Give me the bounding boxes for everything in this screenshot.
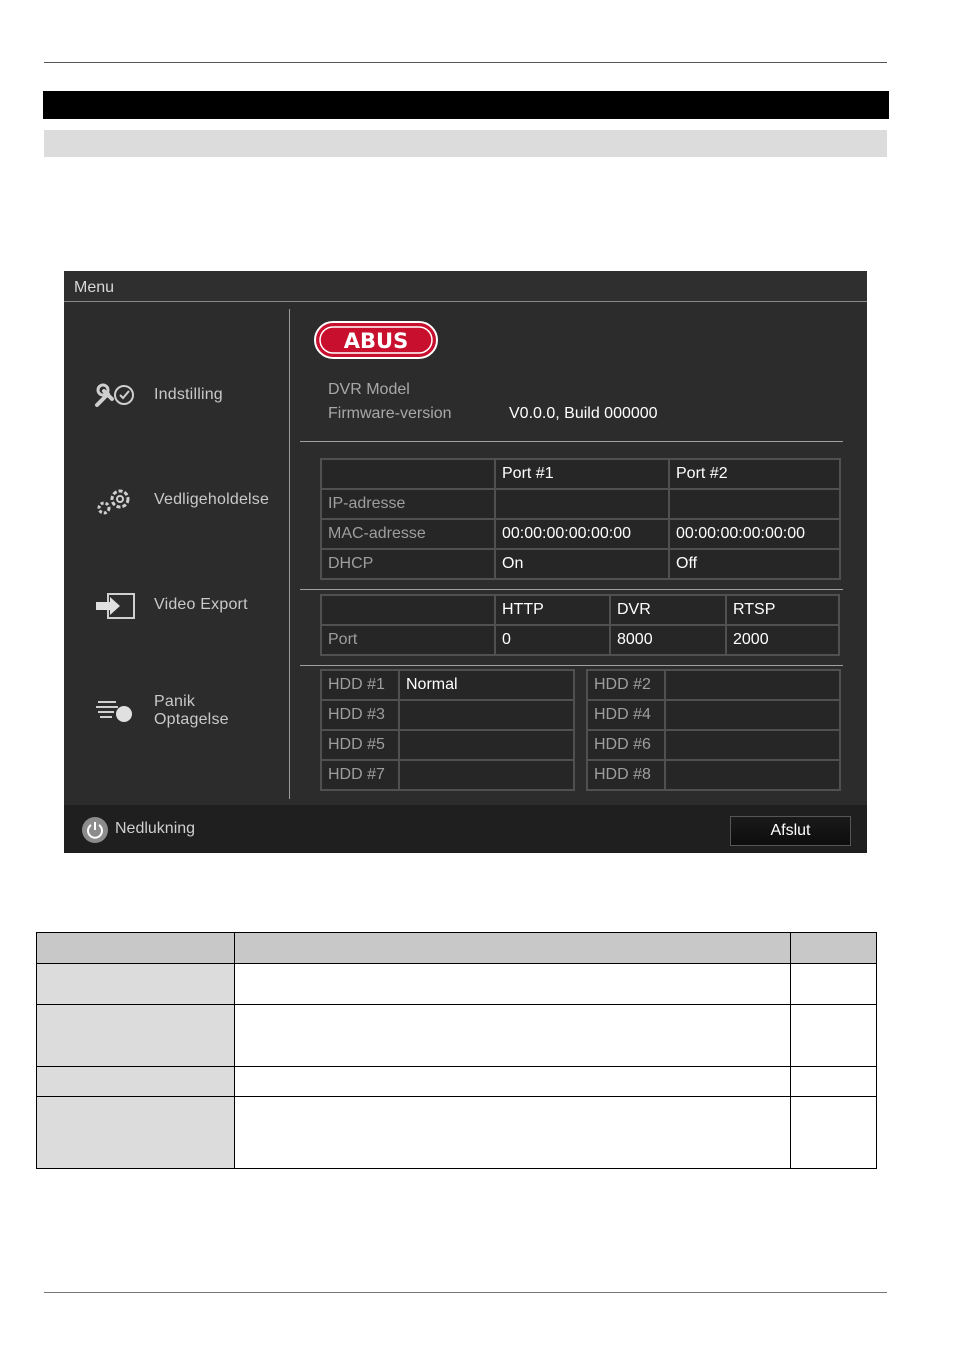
- abus-logo: [314, 321, 438, 359]
- table-row: [587, 760, 840, 790]
- top-rule: [44, 62, 887, 63]
- hdd-label: HDD #6: [587, 730, 665, 760]
- dhcp-port2-value: Off: [669, 549, 840, 579]
- sidebar-item-label-line1: Panik: [154, 693, 196, 710]
- table-row: [321, 549, 840, 579]
- table-row: [587, 700, 840, 730]
- panic-record-icon: [94, 696, 138, 726]
- dvr-menu-screen: [64, 271, 867, 853]
- sidebar-item-label-line2: Optagelse: [154, 711, 229, 728]
- mac-port1-value: 00:00:00:00:00:00: [495, 519, 669, 549]
- hdd-label: HDD #5: [321, 730, 399, 760]
- sidebar-item-vedligeholdelse[interactable]: [64, 476, 290, 526]
- table-header-row: [37, 933, 877, 964]
- sidebar-item-label: Vedligeholdelse: [154, 491, 270, 508]
- table-row: [321, 459, 840, 489]
- header-cell: DVR: [610, 595, 726, 625]
- header-cell: RTSP: [726, 595, 839, 625]
- subsection-header-bar: [44, 130, 887, 157]
- row-label: MAC-adresse: [321, 519, 495, 549]
- table-row: [587, 670, 840, 700]
- table-row: [37, 964, 877, 1005]
- header-cell: [321, 595, 495, 625]
- power-icon[interactable]: [82, 817, 108, 843]
- table-row: [321, 625, 839, 655]
- sidebar-item-label: Indstilling: [154, 386, 223, 403]
- sidebar: [64, 303, 290, 805]
- hdd-table-right: [586, 669, 841, 791]
- shutdown-button[interactable]: Nedlukning: [115, 820, 196, 837]
- hdd-status: Normal: [399, 670, 574, 700]
- sidebar-item-video-export[interactable]: [64, 581, 290, 631]
- header-cell: HTTP: [495, 595, 610, 625]
- gears-icon: [94, 486, 138, 516]
- hdd-status: [665, 760, 840, 790]
- row-label: IP-adresse: [321, 489, 495, 519]
- divider: [300, 665, 843, 666]
- table-row: [321, 730, 574, 760]
- window-title-bar: [64, 271, 867, 302]
- port-table: [320, 594, 840, 656]
- firmware-value: V0.0.0, Build 000000: [509, 405, 658, 422]
- table-row: [321, 700, 574, 730]
- ip-port2-field: [669, 489, 840, 519]
- hdd-status: [665, 700, 840, 730]
- table-row: [321, 519, 840, 549]
- sidebar-divider: [289, 309, 290, 799]
- sidebar-item-label: Video Export: [154, 596, 248, 613]
- ip-port1-field: [495, 489, 669, 519]
- row-label: DHCP: [321, 549, 495, 579]
- header-cell: Port #1: [495, 459, 669, 489]
- footer-bar: [64, 805, 867, 853]
- table-row: [321, 489, 840, 519]
- logo-text: ABUS: [343, 329, 409, 353]
- mac-port2-value: 00:00:00:00:00:00: [669, 519, 840, 549]
- hdd-label: HDD #1: [321, 670, 399, 700]
- hdd-status: [665, 670, 840, 700]
- window-title: Menu: [74, 279, 115, 296]
- hdd-status: [399, 760, 574, 790]
- hdd-status: [665, 730, 840, 760]
- header-cell: Port #2: [669, 459, 840, 489]
- sidebar-item-panik-optagelse[interactable]: [64, 686, 290, 736]
- firmware-label: Firmware-version: [328, 405, 452, 422]
- header-cell: [321, 459, 495, 489]
- table-row: [37, 1067, 877, 1097]
- row-label: Port: [321, 625, 495, 655]
- hdd-status: [399, 700, 574, 730]
- dvr-port-value: 8000: [610, 625, 726, 655]
- hdd-label: HDD #8: [587, 760, 665, 790]
- table-row: [321, 670, 574, 700]
- hdd-status: [399, 730, 574, 760]
- table-row: [321, 760, 574, 790]
- rtsp-port-value: 2000: [726, 625, 839, 655]
- table-row: [37, 1005, 877, 1067]
- sidebar-item-indstilling[interactable]: [64, 371, 290, 421]
- description-table: [36, 932, 877, 1169]
- exit-button[interactable]: Afslut: [730, 816, 851, 846]
- hdd-label: HDD #4: [587, 700, 665, 730]
- table-row: [321, 595, 839, 625]
- section-header-bar: [43, 91, 889, 119]
- dhcp-port1-value: On: [495, 549, 669, 579]
- network-table: [320, 458, 841, 580]
- bottom-rule: [44, 1292, 887, 1293]
- divider: [300, 441, 843, 442]
- hdd-label: HDD #2: [587, 670, 665, 700]
- divider: [300, 589, 843, 590]
- hdd-label: HDD #3: [321, 700, 399, 730]
- hdd-label: HDD #7: [321, 760, 399, 790]
- http-port-value: 0: [495, 625, 610, 655]
- table-row: [587, 730, 840, 760]
- hdd-table-left: [320, 669, 575, 791]
- export-icon: [94, 591, 138, 621]
- tools-icon: [94, 381, 138, 411]
- table-row: [37, 1097, 877, 1169]
- dvr-model-label: DVR Model: [328, 381, 410, 398]
